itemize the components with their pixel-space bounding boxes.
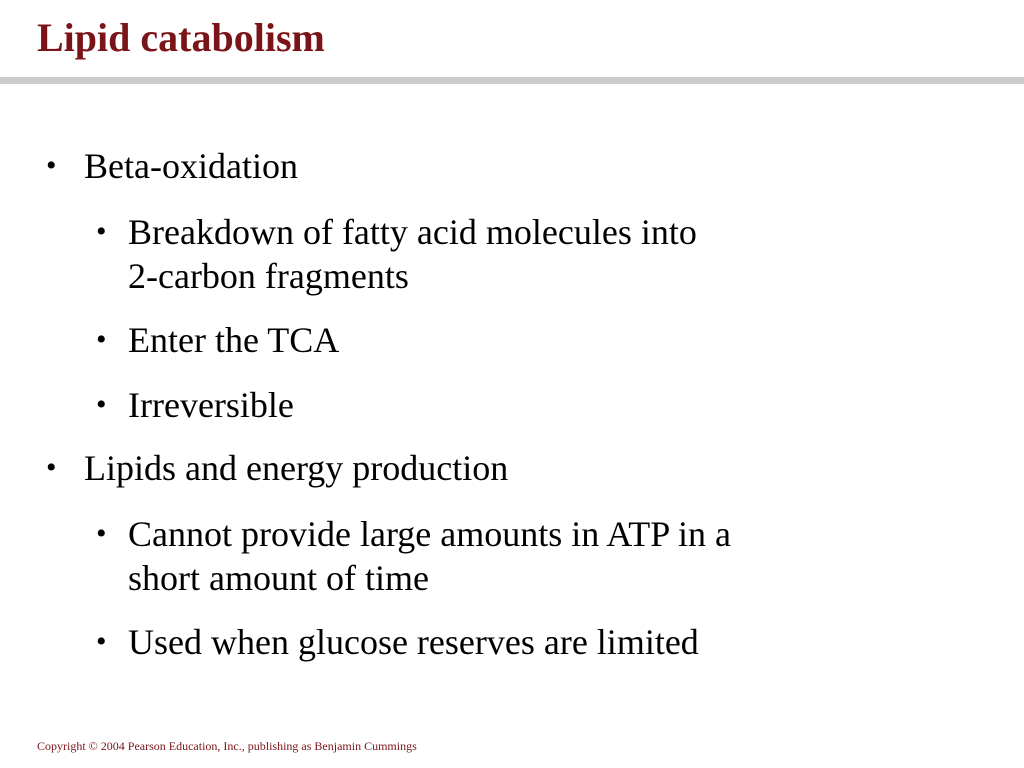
bullet-dot: • [46, 451, 57, 484]
sub-bullet-cannot-provide [96, 512, 731, 556]
bullet-lipids-energy [46, 446, 509, 490]
sub-bullet-text: Irreversible [128, 385, 294, 425]
slide-title: Lipid catabolism [37, 15, 325, 60]
bullet-dot: • [96, 323, 107, 356]
copyright-footer: Copyright © 2004 Pearson Education, Inc., publishing as Benjamin Cummings [37, 739, 417, 753]
sub-bullet-text: 2-carbon fragments [128, 256, 409, 296]
bullet-dot: • [96, 517, 107, 550]
sub-bullet-text: short amount of time [128, 558, 429, 598]
sub-bullet-enter-tca [96, 318, 340, 362]
sub-bullet-breakdown [96, 210, 697, 254]
sub-bullet-text: Breakdown of fatty acid molecules into [128, 212, 697, 252]
sub-bullet-text: Used when glucose reserves are limited [128, 622, 699, 662]
sub-bullet-used-when [96, 620, 699, 664]
sub-bullet-irreversible [96, 383, 294, 427]
bullet-dot: • [96, 388, 107, 421]
bullet-text: Lipids and energy production [84, 448, 509, 488]
sub-bullet-text: Cannot provide large amounts in ATP in a [128, 514, 731, 554]
sub-bullet-text: Enter the TCA [128, 320, 340, 360]
sub-bullet-cannot-provide-continued [128, 556, 429, 600]
bullet-beta-oxidation [46, 144, 298, 188]
bullet-text: Beta-oxidation [84, 146, 298, 186]
sub-bullet-breakdown-continued [128, 254, 409, 298]
bullet-dot: • [46, 149, 57, 182]
bullet-dot: • [96, 625, 107, 658]
bullet-dot: • [96, 215, 107, 248]
